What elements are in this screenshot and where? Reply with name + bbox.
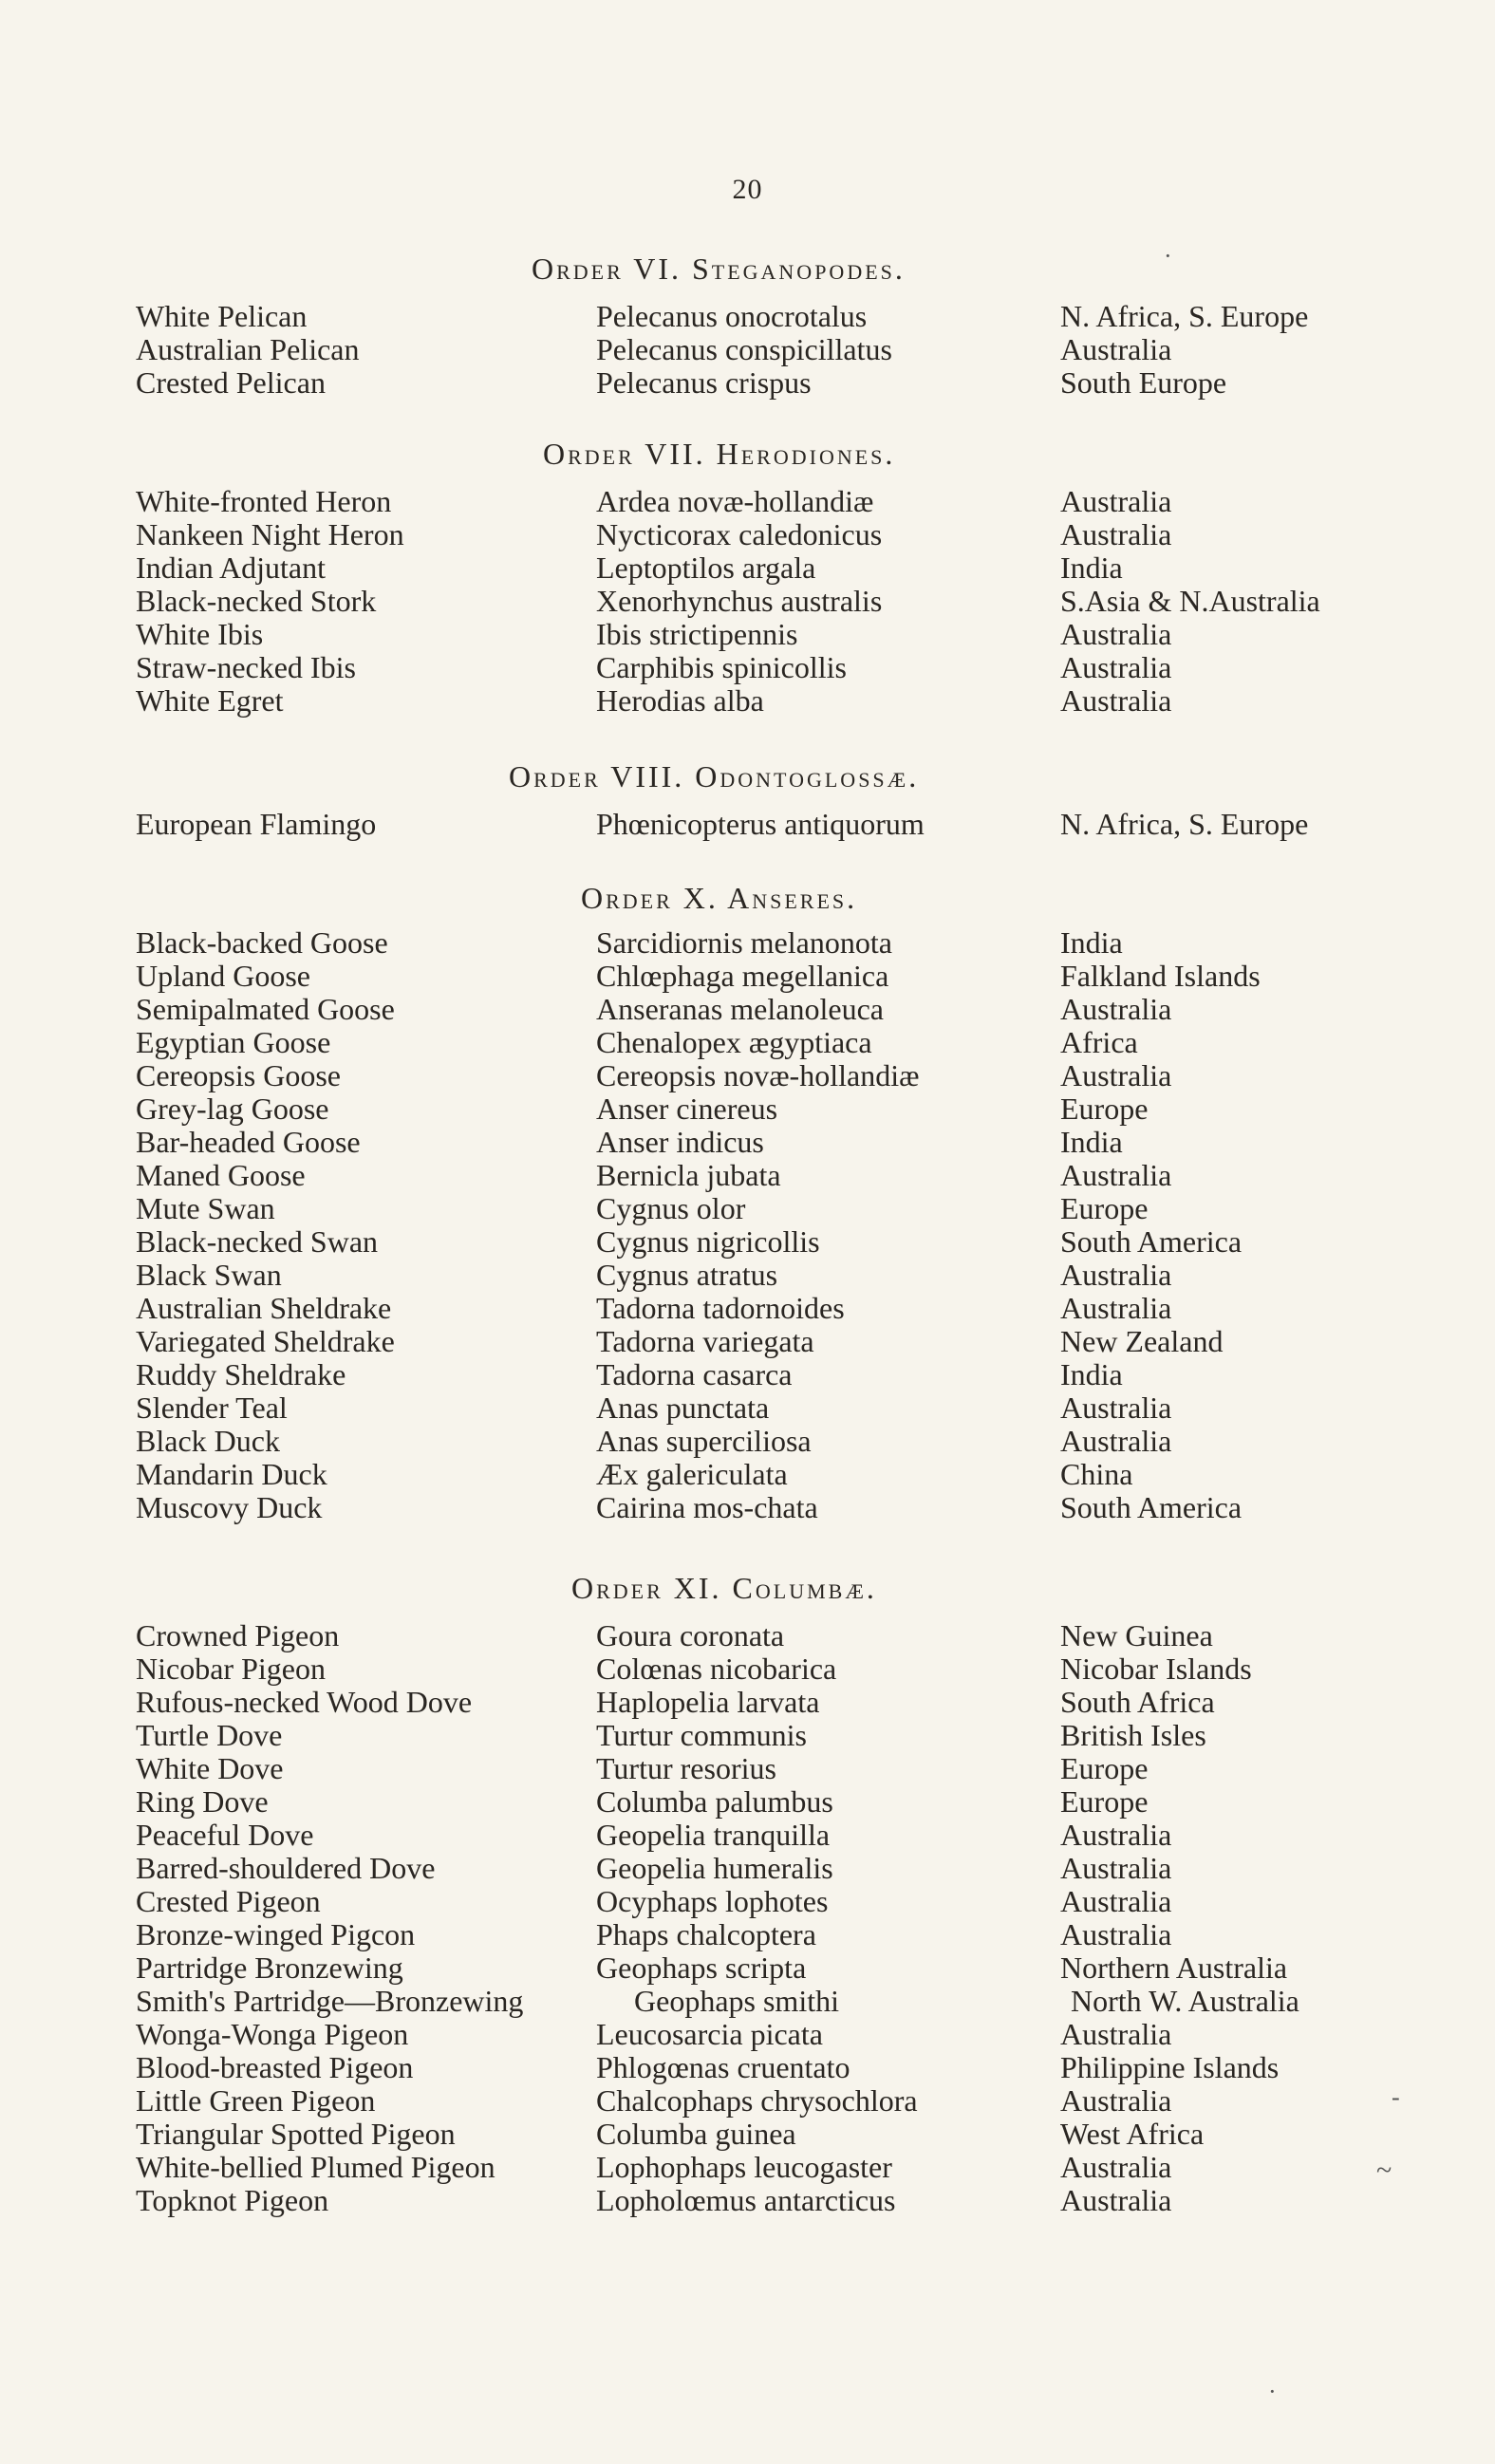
- locality: China: [1060, 1457, 1133, 1491]
- locality: S.Asia & N.Australia: [1060, 584, 1320, 618]
- locality: New Guinea: [1060, 1618, 1213, 1652]
- scientific-name: Anseranas melanoleuca: [596, 992, 884, 1026]
- table-row: [0, 484, 1495, 517]
- common-name: Egyptian Goose: [136, 1025, 331, 1059]
- table-row: [0, 365, 1495, 399]
- common-name: Straw-necked Ibis: [136, 650, 356, 684]
- locality: Europe: [1060, 1191, 1149, 1225]
- scientific-name: Columba guinea: [596, 2117, 796, 2151]
- scientific-name: Bernicla jubata: [596, 1158, 781, 1192]
- locality: Australia: [1060, 1391, 1172, 1425]
- scientific-name: Pelecanus onocrotalus: [596, 299, 868, 333]
- scientific-name: Cygnus atratus: [596, 1258, 778, 1292]
- table-row: [0, 517, 1495, 551]
- locality: Europe: [1060, 1751, 1149, 1785]
- table-row: [0, 1158, 1495, 1191]
- table-row: [0, 1058, 1495, 1092]
- scientific-name: Geopelia tranquilla: [596, 1818, 831, 1852]
- common-name: Crested Pelican: [136, 365, 326, 400]
- common-name: Wonga-Wonga Pigeon: [136, 2017, 409, 2051]
- table-row: [0, 959, 1495, 992]
- scientific-name: Tadorna variegata: [596, 1324, 814, 1358]
- page-number: 20: [732, 174, 763, 205]
- scientific-name: Lophophaps leucogaster: [596, 2150, 892, 2184]
- common-name: Black Swan: [136, 1258, 282, 1292]
- scientific-name: Ibis strictipennis: [596, 617, 798, 651]
- common-name: Crested Pigeon: [136, 1884, 321, 1918]
- common-name: Bar-headed Goose: [136, 1125, 361, 1159]
- locality: South America: [1060, 1490, 1243, 1524]
- table-row: [0, 683, 1495, 717]
- locality: Australia: [1060, 1884, 1172, 1918]
- table-row: [0, 551, 1495, 584]
- table-row: [0, 992, 1495, 1025]
- locality: South Africa: [1060, 1685, 1215, 1719]
- table-row: [0, 2050, 1495, 2083]
- scientific-name: Cygnus nigricollis: [596, 1224, 820, 1259]
- scientific-name: Pelecanus crispus: [596, 365, 812, 400]
- common-name: Crowned Pigeon: [136, 1618, 340, 1652]
- table-row: [0, 1457, 1495, 1490]
- scientific-name: Turtur communis: [596, 1718, 807, 1752]
- scientific-name: Cairina mos-chata: [596, 1490, 818, 1524]
- locality: N. Africa, S. Europe: [1060, 299, 1309, 333]
- table-row: [0, 584, 1495, 617]
- print-speck-mark: ·: [1268, 2378, 1277, 2405]
- locality: Australia: [1060, 1258, 1172, 1292]
- order-heading: Order VI. Steganopodes.: [532, 252, 906, 286]
- locality: Australia: [1060, 1424, 1172, 1458]
- print-smudge-mark: ~: [1376, 2155, 1392, 2186]
- common-name: Black Duck: [136, 1424, 280, 1458]
- locality: Africa: [1060, 1025, 1138, 1059]
- table-row: [0, 2017, 1495, 2050]
- common-name: Grey-lag Goose: [136, 1092, 329, 1126]
- scientific-name: Leptoptilos argala: [596, 551, 816, 585]
- locality: South America: [1060, 1224, 1243, 1259]
- scientific-name: Tadorna casarca: [596, 1357, 793, 1391]
- common-name: White Ibis: [136, 617, 264, 651]
- table-row: [0, 2183, 1495, 2216]
- locality: New Zealand: [1060, 1324, 1224, 1358]
- common-name: Ruddy Sheldrake: [136, 1357, 346, 1391]
- scientific-name: Chalcophaps chrysochlora: [596, 2083, 918, 2118]
- table-row: [0, 1851, 1495, 1884]
- common-name: Barred-shouldered Dove: [136, 1851, 436, 1885]
- common-name: Bronze-winged Pigcon: [136, 1917, 416, 1951]
- print-speck-mark: ·: [1164, 242, 1172, 270]
- scientific-name: Geophaps scripta: [596, 1951, 807, 1985]
- locality: India: [1060, 1357, 1123, 1391]
- common-name: Partridge Bronzewing: [136, 1951, 403, 1985]
- scientific-name: Anas superciliosa: [596, 1424, 812, 1458]
- common-name: Ring Dove: [136, 1784, 269, 1819]
- common-name: Black-necked Stork: [136, 584, 377, 618]
- locality: Australia: [1060, 617, 1172, 651]
- scientific-name: Xenorhynchus australis: [596, 584, 883, 618]
- locality: Australia: [1060, 1818, 1172, 1852]
- common-name: White Egret: [136, 683, 284, 718]
- table-row: [0, 1291, 1495, 1324]
- common-name: Black-backed Goose: [136, 925, 388, 960]
- table-row: [0, 1025, 1495, 1058]
- scientific-name: Geopelia humeralis: [596, 1851, 833, 1885]
- table-row: [0, 1490, 1495, 1523]
- scientific-name: Lopholœmus antarcticus: [596, 2183, 896, 2217]
- common-name: Semipalmated Goose: [136, 992, 395, 1026]
- common-name: Little Green Pigeon: [136, 2083, 376, 2118]
- scientific-name: Nycticorax caledonicus: [596, 517, 883, 551]
- table-row: [0, 1718, 1495, 1751]
- scientific-name: Carphibis spinicollis: [596, 650, 847, 684]
- locality: Australia: [1060, 1158, 1172, 1192]
- locality: Australia: [1060, 2083, 1172, 2118]
- common-name: Nicobar Pigeon: [136, 1652, 326, 1686]
- locality: Nicobar Islands: [1060, 1652, 1252, 1686]
- common-name: Black-necked Swan: [136, 1224, 379, 1259]
- locality: Northern Australia: [1060, 1951, 1288, 1985]
- table-row: [0, 332, 1495, 365]
- scientific-name: Phlogœnas cruentato: [596, 2050, 850, 2084]
- scientific-name: Colœnas nicobarica: [596, 1652, 837, 1686]
- table-row: [0, 1652, 1495, 1685]
- scientific-name: Herodias alba: [596, 683, 764, 718]
- locality: N. Africa, S. Europe: [1060, 807, 1309, 841]
- table-row: [0, 1618, 1495, 1652]
- common-name: Slender Teal: [136, 1391, 288, 1425]
- table-row: [0, 807, 1495, 840]
- scientific-name: Pelecanus conspicillatus: [596, 332, 892, 366]
- table-row: [0, 1191, 1495, 1224]
- scientific-name: Ocyphaps lophotes: [596, 1884, 829, 1918]
- locality: Australia: [1060, 332, 1172, 366]
- locality: Falkland Islands: [1060, 959, 1261, 993]
- table-row: [0, 617, 1495, 650]
- common-name: Rufous-necked Wood Dove: [136, 1685, 473, 1719]
- table-row: [0, 1984, 1495, 2017]
- common-name: Nankeen Night Heron: [136, 517, 404, 551]
- table-row: [0, 1818, 1495, 1851]
- table-row: [0, 299, 1495, 332]
- locality: Australia: [1060, 992, 1172, 1026]
- scientific-name: Chenalopex ægyptiaca: [596, 1025, 872, 1059]
- scientific-name: Anser indicus: [596, 1125, 764, 1159]
- common-name: Upland Goose: [136, 959, 310, 993]
- common-name: White Pelican: [136, 299, 308, 333]
- common-name: White-bellied Plumed Pigeon: [136, 2150, 495, 2184]
- table-row: [0, 1917, 1495, 1951]
- table-row: [0, 1424, 1495, 1457]
- common-name: Australian Sheldrake: [136, 1291, 392, 1325]
- scientific-name: Anser cinereus: [596, 1092, 778, 1126]
- scientific-name: Chlœphaga megellanica: [596, 959, 889, 993]
- table-row: [0, 1357, 1495, 1391]
- table-row: [0, 1951, 1495, 1984]
- locality: West Africa: [1060, 2117, 1205, 2151]
- locality: Australia: [1060, 1291, 1172, 1325]
- locality: India: [1060, 925, 1123, 960]
- locality: Philippine Islands: [1060, 2050, 1280, 2084]
- common-name: Smith's Partridge—Bronzewing: [136, 1984, 524, 2018]
- common-name: Australian Pelican: [136, 332, 360, 366]
- common-name: Indian Adjutant: [136, 551, 326, 585]
- scientific-name: Geophaps smithi: [634, 1984, 839, 2018]
- common-name: White-fronted Heron: [136, 484, 392, 518]
- table-row: [0, 1224, 1495, 1258]
- order-heading: Order XI. Columbæ.: [571, 1571, 877, 1605]
- table-row: [0, 1092, 1495, 1125]
- common-name: Topknot Pigeon: [136, 2183, 329, 2217]
- table-row: [0, 1784, 1495, 1818]
- common-name: European Flamingo: [136, 807, 377, 841]
- common-name: Mute Swan: [136, 1191, 275, 1225]
- table-row: [0, 2150, 1495, 2183]
- scientific-name: Leucosarcia picata: [596, 2017, 823, 2051]
- common-name: Variegated Sheldrake: [136, 1324, 395, 1358]
- locality: India: [1060, 551, 1123, 585]
- common-name: Muscovy Duck: [136, 1490, 323, 1524]
- common-name: Turtle Dove: [136, 1718, 283, 1752]
- locality: Australia: [1060, 484, 1172, 518]
- table-row: [0, 1258, 1495, 1291]
- scientific-name: Ardea novæ-hollandiæ: [596, 484, 874, 518]
- table-row: [0, 650, 1495, 683]
- scientific-name: Anas punctata: [596, 1391, 770, 1425]
- scientific-name: Turtur resorius: [596, 1751, 776, 1785]
- scientific-name: Phœnicopterus antiquorum: [596, 807, 925, 841]
- table-row: [0, 1685, 1495, 1718]
- print-speck-mark: -: [1392, 2083, 1400, 2111]
- common-name: Maned Goose: [136, 1158, 306, 1192]
- scientific-name: Columba palumbus: [596, 1784, 833, 1819]
- common-name: Mandarin Duck: [136, 1457, 327, 1491]
- locality: Australia: [1060, 650, 1172, 684]
- locality: Australia: [1060, 1851, 1172, 1885]
- locality: Australia: [1060, 2183, 1172, 2217]
- locality: Australia: [1060, 2017, 1172, 2051]
- scientific-name: Cereopsis novæ-hollandiæ: [596, 1058, 920, 1092]
- order-heading: Order VII. Herodiones.: [543, 437, 896, 471]
- locality: Australia: [1060, 517, 1172, 551]
- scientific-name: Haplopelia larvata: [596, 1685, 820, 1719]
- common-name: Cereopsis Goose: [136, 1058, 341, 1092]
- table-row: [0, 2117, 1495, 2150]
- order-heading: Order X. Anseres.: [581, 881, 858, 915]
- scientific-name: Æx galericulata: [596, 1457, 788, 1491]
- common-name: Blood-breasted Pigeon: [136, 2050, 414, 2084]
- common-name: Triangular Spotted Pigeon: [136, 2117, 456, 2151]
- scientific-name: Phaps chalcoptera: [596, 1917, 816, 1951]
- table-row: [0, 1751, 1495, 1784]
- order-heading: Order VIII. Odontoglossæ.: [509, 759, 920, 793]
- table-row: [0, 1391, 1495, 1424]
- scientific-name: Tadorna tadornoides: [596, 1291, 845, 1325]
- locality: Australia: [1060, 1058, 1172, 1092]
- locality: British Isles: [1060, 1718, 1206, 1752]
- locality: Europe: [1060, 1092, 1149, 1126]
- table-row: [0, 1324, 1495, 1357]
- scientific-name: Goura coronata: [596, 1618, 785, 1652]
- locality: Australia: [1060, 2150, 1172, 2184]
- table-row: [0, 1125, 1495, 1158]
- locality: India: [1060, 1125, 1123, 1159]
- locality: South Europe: [1060, 365, 1227, 400]
- table-row: [0, 2083, 1495, 2117]
- common-name: Peaceful Dove: [136, 1818, 314, 1852]
- scientific-name: Sarcidiornis melanonota: [596, 925, 892, 960]
- locality: Australia: [1060, 1917, 1172, 1951]
- table-row: [0, 1884, 1495, 1917]
- scientific-name: Cygnus olor: [596, 1191, 746, 1225]
- locality: Europe: [1060, 1784, 1149, 1819]
- table-row: [0, 925, 1495, 959]
- locality: Australia: [1060, 683, 1172, 718]
- locality: North W. Australia: [1071, 1984, 1299, 2018]
- common-name: White Dove: [136, 1751, 284, 1785]
